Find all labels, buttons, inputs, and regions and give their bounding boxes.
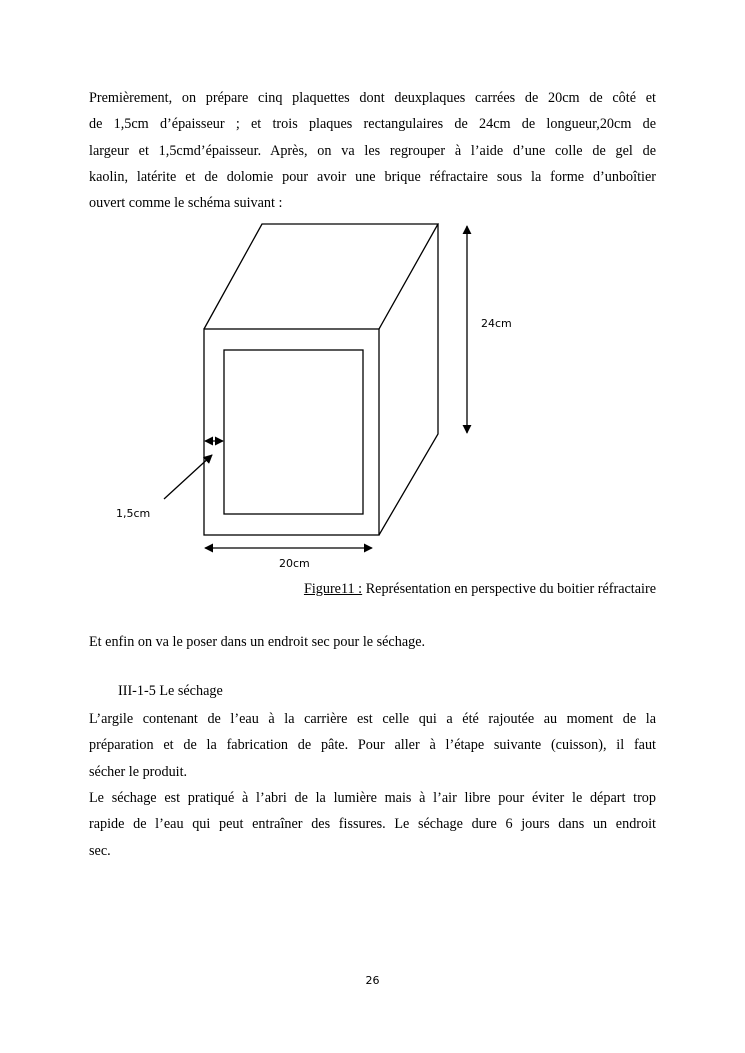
figure-caption-text: Représentation en perspective du boitier réfractaire — [362, 581, 656, 597]
box-outline — [204, 224, 438, 535]
section-heading: III-1-5 Le séchage — [118, 683, 223, 699]
text-line: de 1,5cm d’épaisseur ; et trois plaques rectangulaires de 24cm de longueur,20cm de — [89, 116, 656, 133]
box-side-face — [379, 224, 438, 535]
drying-method-paragraph — [89, 785, 656, 864]
thickness-label: 1,5cm — [116, 507, 151, 520]
box-front-face — [204, 329, 379, 535]
text-line: sec. — [89, 842, 111, 859]
box-top-face — [204, 224, 438, 329]
thickness-pointer-arrow — [164, 455, 212, 499]
clay-water-paragraph — [89, 706, 656, 785]
box-inner-opening — [224, 350, 363, 514]
text-line: rapide de l’eau qui peut entraîner des fissures. Le séchage dure 6 jours dans un endroit — [89, 816, 656, 833]
text-line: Et enfin on va le poser dans un endroit sec pour le séchage. — [89, 634, 426, 650]
text-line: préparation et de la fabrication de pâte. Pour aller à l’étape suivante (cuisson), il faut — [89, 737, 656, 754]
text-line: ouvert comme le schéma suivant : — [89, 195, 283, 212]
text-line: sécher le produit. — [89, 763, 188, 780]
page-number: 26 — [365, 974, 380, 987]
text-line: Premièrement, on prépare cinq plaquettes dont deuxplaques carrées de 20cm de côté et — [89, 90, 656, 106]
text-line: L’argile contenant de l’eau à la carrière est celle qui a été rajoutée au moment de la — [89, 711, 656, 727]
figure-caption-prefix: Figure11 : — [303, 581, 363, 597]
drying-intro-paragraph — [89, 629, 656, 655]
text-line: Le séchage est pratiqué à l’abri de la lumière mais à l’air libre pour éviter le départ trop — [89, 790, 656, 806]
width-label: 20cm — [279, 557, 310, 570]
figure-caption — [304, 581, 656, 598]
text-line: largeur et 1,5cmd’épaisseur. Après, on va les regrouper à l’aide d’une colle de gel de — [89, 142, 656, 159]
text-line: kaolin, latérite et de dolomie pour avoir une brique réfractaire sous la forme d’unboîtier — [89, 168, 656, 185]
height-label: 24cm — [481, 317, 512, 330]
